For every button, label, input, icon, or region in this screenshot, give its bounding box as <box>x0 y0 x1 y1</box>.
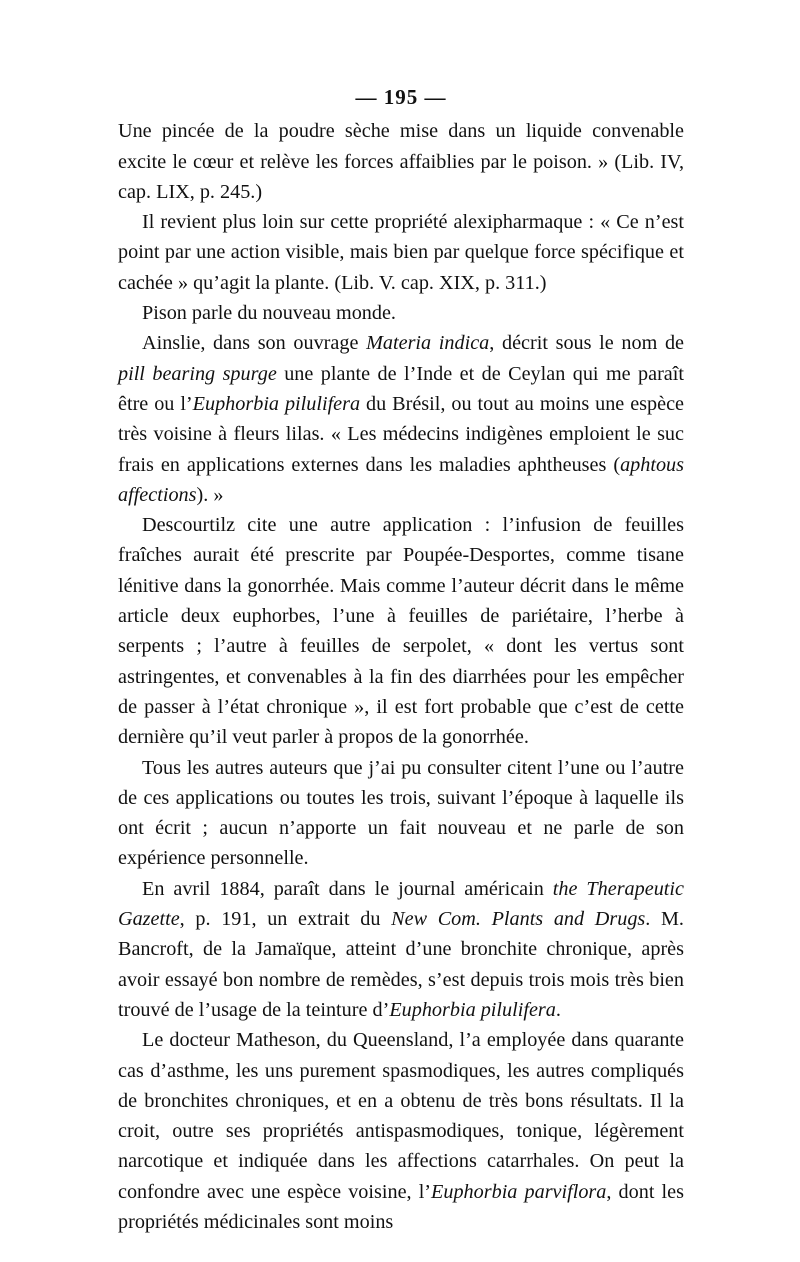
text-span: , dont les propriétés médicinales sont moins <box>118 1180 684 1233</box>
italic-text: aphtous affections <box>118 453 684 506</box>
paragraph <box>118 298 684 328</box>
text-span: , décrit sous le nom de <box>489 332 684 355</box>
text-span: En avril 1884, paraît dans le journal américain <box>142 877 553 900</box>
paragraph <box>118 116 684 207</box>
text-span: . <box>555 998 561 1021</box>
book-page <box>118 82 684 1237</box>
italic-text: Euphorbia pilulifera <box>192 392 361 415</box>
text-span: du Brésil, ou tout au moins une espèce très voisine à fleurs lilas. « Les médecins indigènes emploient le suc frais en applications externes dans les maladies aphtheuses ( <box>118 392 684 476</box>
italic-text: Euphorbia pilulifera <box>389 998 556 1021</box>
italic-text: the Therapeutic Gazette <box>118 877 684 931</box>
italic-text: Materia indica <box>366 332 490 355</box>
body-text <box>118 116 684 1237</box>
paragraph <box>118 874 684 1025</box>
italic-text: New Com. Plants and Drugs <box>391 908 646 931</box>
text-span: ). » <box>196 483 224 506</box>
paragraph <box>118 207 684 298</box>
paragraph <box>118 328 684 510</box>
italic-text: Euphorbia parviflora <box>431 1180 607 1203</box>
text-span: . M. Bancroft, de la Jamaïque, atteint d’une bronchite chronique, après avoir essayé bon nombre de remèdes, s’est depuis trois mois très bien trouvé de l’usage de la teinture d’ <box>118 908 684 1021</box>
italic-text: pill bearing spurge <box>118 362 277 385</box>
text-span: Le docteur Matheson, du Queensland, l’a employée dans quarante cas d’asthme, les uns purement spasmodiques, les autres compliqués de bronchites chroniques, et en a obtenu de très bons résultats. Il la croit, outre ses propriétés antispasmodiques, tonique, légèrement narcotique et indiquée dans les affections catarrhales. On peut la confondre avec une espèce voisine, l’ <box>118 1029 684 1203</box>
text-span: une plante de l’Inde et de Ceylan qui me paraît être ou l’ <box>118 362 684 415</box>
text-span: Pison parle du nouveau monde. <box>142 302 396 325</box>
text-span: Descourtilz cite une autre application : l’infusion de feuilles fraîches aurait été prescrite par Poupée-Desportes, comme tisane lénitive dans la gonorrhée. Mais comme l’auteur décrit dans le même article deux euphorbes, l’une à feuilles de pariétaire, l’herbe à serpents ; l’autre à feuilles de serpolet, « dont les vertus sont astringentes, et convenables à la fin des diarrhées pour les empêcher de passer à l’état chronique », il est fort probable que c’est de cette dernière qu’il veut parler à propos de la gonorrhée. <box>118 514 684 749</box>
text-span: , p. 191, un extrait du <box>179 908 392 931</box>
text-span: Ainslie, dans son ouvrage <box>142 332 367 355</box>
text-span: Tous les autres auteurs que j’ai pu consulter citent l’une ou l’autre de ces applications ou toutes les trois, suivant l’époque à laquelle ils ont écrit ; aucun n’apporte un fait nouveau et ne parle de son expérience personnelle. <box>118 756 684 870</box>
page-number: — 195 — <box>355 85 447 109</box>
text-span: Une pincée de la poudre sèche mise dans un liquide convenable excite le cœur et relève les forces affaiblies par le poison. » (Lib. IV, cap. LIX, p. 245.) <box>118 120 684 203</box>
paragraph <box>118 510 684 752</box>
paragraph <box>118 753 684 874</box>
text-span: Il revient plus loin sur cette propriété alexipharmaque : « Ce n’est point par une action visible, mais bien par quelque force spécifique et cachée » qu’agit la plante. (Lib. V. cap. XIX, p. 311.) <box>118 211 684 294</box>
paragraph <box>118 1025 684 1237</box>
